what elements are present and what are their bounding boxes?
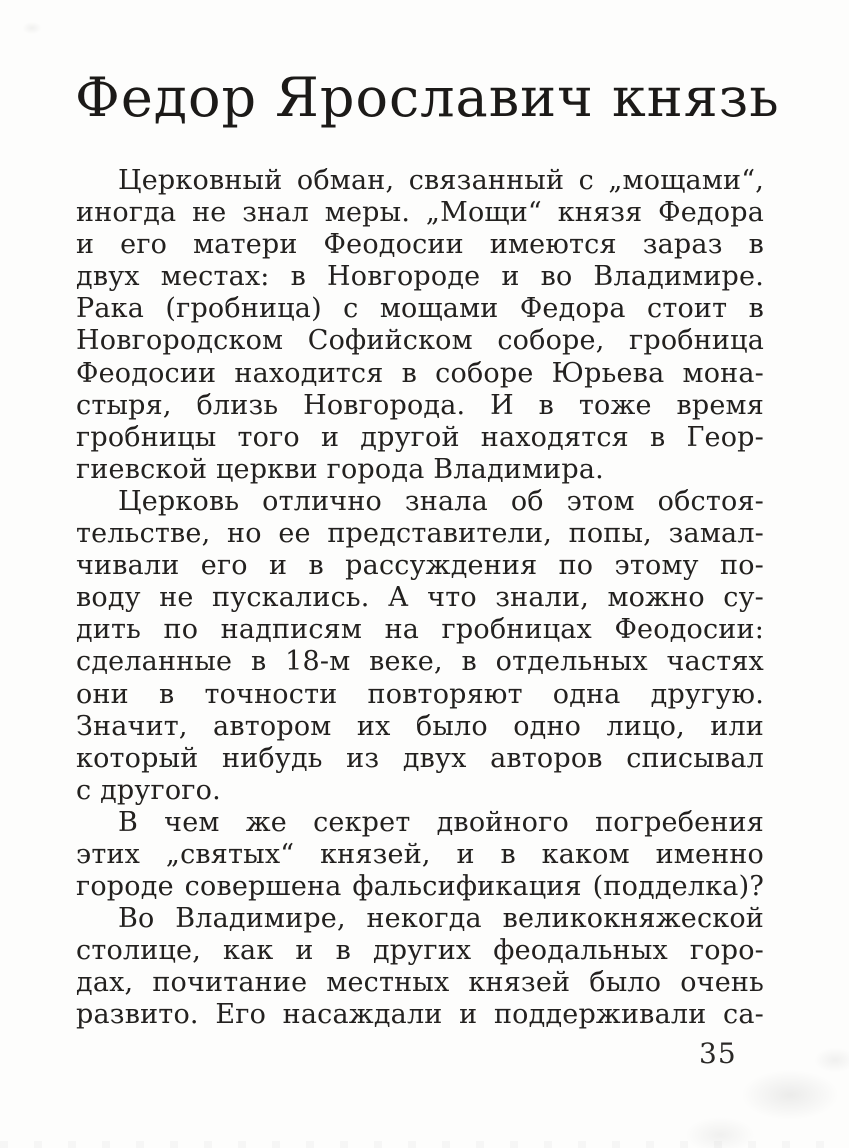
text-line: Новгородском Софийском соборе, гробница xyxy=(76,325,764,357)
page-title: Федор Ярославич князь xyxy=(75,66,780,129)
text-line: тельстве, но ее представители, попы, замал- xyxy=(76,518,764,550)
text-line: Значит, автором их было одно лицо, или xyxy=(76,710,764,742)
text-line: развито. Его насаждали и поддерживали са- xyxy=(76,999,764,1031)
text-line: Во Владимире, некогда великокняжеской xyxy=(118,903,764,935)
text-line: Феодосии находится в соборе Юрьева мона- xyxy=(76,357,764,389)
text-line: чивали его и в рассуждения по этому по- xyxy=(76,550,764,582)
scan-edge-artifact xyxy=(0,1141,849,1148)
text-line: Церковный обман, связанный с „мощами“, xyxy=(118,165,764,196)
text-line: двух местах: в Новгороде и во Владимире. xyxy=(76,261,764,293)
text-line: стыря, близь Новгорода. И в тоже время xyxy=(76,389,764,421)
text-line: и его матери Феодосии имеются зараз в xyxy=(76,229,764,261)
paragraph-4 xyxy=(76,903,764,1031)
text-line: гробницы того и другой находятся в Геор- xyxy=(76,421,764,453)
paragraph-2 xyxy=(76,486,764,807)
text-line: столице, как и в других феодальных горо- xyxy=(76,935,764,967)
text-line: дить по надписям на гробницах Феодосии: xyxy=(76,614,764,646)
text-line: который нибудь из двух авторов списывал xyxy=(76,742,764,774)
paragraph-3 xyxy=(76,807,764,903)
text-line: В чем же секрет двойного погребения xyxy=(118,806,764,838)
text-line: Рака (гробница) с мощами Федора стоит в xyxy=(76,293,764,325)
text-line: с другого. xyxy=(76,774,221,806)
text-line: этих „святых“ князей, и в каком именно xyxy=(76,838,764,870)
text-line: сделанные в 18-м веке, в отдельных частях xyxy=(76,646,764,678)
text-line: иногда не знал меры. „Мощи“ князя Федора xyxy=(76,197,764,229)
paragraph-1 xyxy=(76,165,764,486)
text-line: они в точности повторяют одна другую. xyxy=(76,678,764,710)
page-number: 35 xyxy=(699,1037,737,1070)
text-line: дах, почитание местных князей было очень xyxy=(76,967,764,999)
text-line: Церковь отлично знала об этом обстоя- xyxy=(118,485,764,517)
body-text xyxy=(76,165,764,1032)
text-line: воду не пускались. А что знали, можно су- xyxy=(76,582,764,614)
text-line: гиевской церкви города Владимира. xyxy=(76,453,604,485)
text-line: городе совершена фальсификация (подделка)? xyxy=(76,871,764,903)
